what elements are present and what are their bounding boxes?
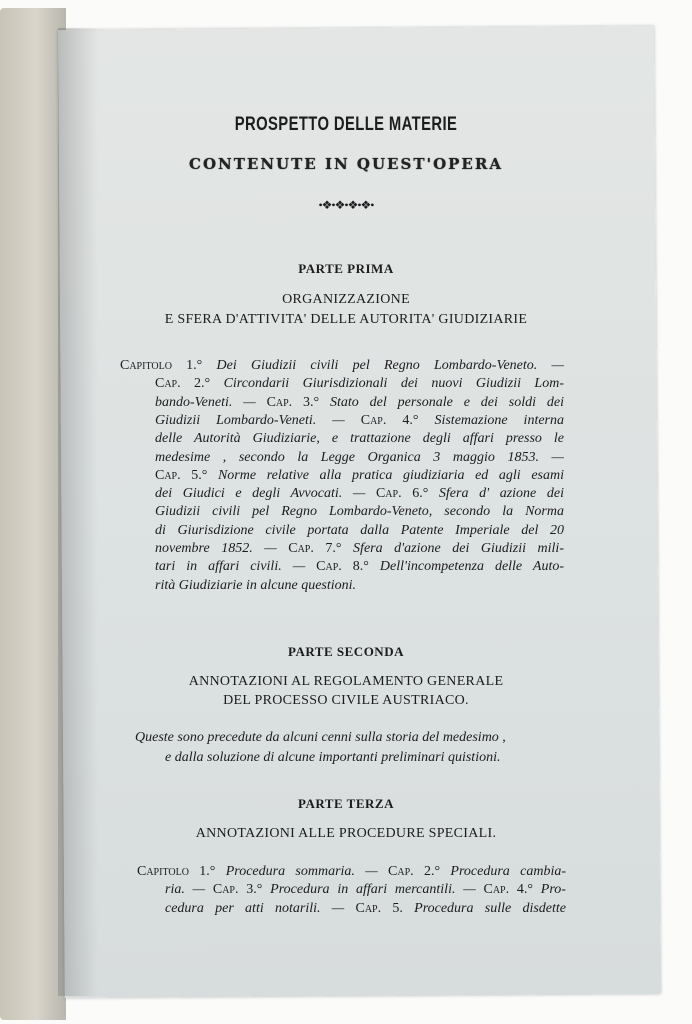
chapter-text: Sistemazione interna	[418, 412, 564, 428]
chapter-line	[155, 450, 564, 466]
chapter-label: Cap. 2.°	[388, 864, 441, 879]
chapter-line	[155, 468, 564, 484]
chapter-label: Cap. 5.	[355, 900, 403, 916]
chapter-text: Norme relative alla pratica giudiziaria ed agli esami	[207, 467, 564, 483]
chapter-line	[155, 504, 564, 520]
chapter-label: Cap. 4.°	[483, 882, 534, 898]
chapter-text: Procedura cambia-	[440, 864, 566, 879]
parte-terza-subheading: ANNOTAZIONI ALLE PROCEDURE SPECIALI.	[195, 826, 497, 841]
chapter-text: di Giurisdizione civile portata dalla Patente Imperiale del 20	[155, 522, 564, 538]
chapter-text: Procedura sulle disdette	[402, 900, 567, 916]
chapter-line	[155, 431, 564, 447]
chapter-line	[165, 901, 566, 917]
chapter-text: bando-Veneti. —	[155, 394, 267, 410]
chapter-label: Cap. 6.°	[375, 486, 429, 502]
chapter-text: medesime , secondo la Legge Organica 3 maggio 1853. —	[155, 449, 564, 465]
chapter-text: dei Giudici e degli Avvocati. —	[155, 486, 376, 502]
chapter-text: Sfera d'azione dei Giudizii mili-	[341, 541, 564, 556]
chapter-line	[137, 864, 566, 880]
page-gutter-shadow	[58, 28, 98, 996]
chapter-text: delle Autorità Giudiziarie, e trattazione degli affari presso le	[155, 431, 564, 447]
chapter-text: Procedura sommaria. —	[215, 864, 389, 879]
chapter-text: ria. —	[165, 882, 213, 898]
chapter-label: Cap. 7.°	[288, 541, 342, 556]
chapter-text: cedura per atti notarili. —	[165, 900, 356, 916]
chapter-text: Procedura in affari mercantili. —	[262, 882, 484, 898]
chapter-label: Cap. 3.°	[266, 394, 320, 410]
chapter-label: Cap. 3.°	[212, 882, 263, 898]
chapter-line	[155, 376, 564, 392]
chapter-line	[155, 559, 564, 575]
chapter-line	[155, 523, 564, 539]
chapter-text: Pro-	[533, 882, 566, 898]
parte-seconda-note-1: Queste sono precedute da alcuni cenni sulla storia del medesimo ,	[135, 730, 506, 745]
page-subtitle: CONTENUTE IN QUEST'OPERA	[189, 155, 503, 173]
chapter-line	[155, 486, 564, 502]
chapter-line	[120, 358, 564, 374]
chapter-text: Dei Giudizii civili pel Regno Lombardo-Veneto. —	[202, 358, 564, 373]
chapter-text: Stato del personale e dei soldi dei	[319, 394, 564, 410]
chapter-text: Dell'incompetenza delle Auto-	[368, 559, 564, 575]
chapter-text: rità Giudiziarie in alcune questioni.	[155, 577, 357, 593]
parte-terza-heading: PARTE TERZA	[298, 796, 394, 811]
chapter-label: Cap. 8.°	[316, 559, 369, 575]
parte-prima-subheading-1: ORGANIZZAZIONE	[282, 292, 410, 307]
chapter-line	[155, 413, 564, 429]
parte-prima-heading: PARTE PRIMA	[298, 261, 394, 276]
chapter-label: Cap. 2.°	[155, 376, 211, 392]
parte-seconda-note-2: e dalla soluzione di alcune importanti preliminari quistioni.	[165, 750, 501, 765]
chapter-text: novembre 1852. —	[155, 541, 289, 556]
chapter-label: Cap. 4.°	[360, 412, 419, 428]
parte-seconda-subheading-1: ANNOTAZIONI AL REGOLAMENTO GENERALE	[188, 674, 504, 689]
parte-seconda-subheading-2: DEL PROCESSO CIVILE AUSTRIACO.	[223, 693, 469, 708]
page-title: PROSPETTO DELLE MATERIE	[234, 114, 458, 135]
chapter-text: Circondarii Giurisdizionali dei nuovi Giudizii Lom-	[210, 376, 564, 392]
chapter-line	[155, 541, 564, 557]
chapter-line	[165, 882, 566, 898]
chapter-line	[155, 395, 564, 411]
chapter-label: Capitolo 1.°	[137, 864, 216, 879]
parte-prima-subheading-2: E SFERA D'ATTIVITA' DELLE AUTORITA' GIUDIZIARIE	[164, 312, 528, 327]
chapter-text: Giudizii Lombardo-Veneti. —	[155, 412, 361, 428]
chapter-line	[155, 578, 564, 594]
chapter-text: tari in affari civili. —	[155, 559, 317, 575]
parte-seconda-heading: PARTE SECONDA	[288, 644, 404, 659]
ornament-divider: •❖•❖•❖•❖•	[318, 198, 374, 212]
chapter-text: Giudizii civili pel Regno Lombardo-Veneto, secondo la Norma	[155, 504, 564, 520]
chapter-label: Capitolo 1.°	[120, 358, 203, 373]
chapter-text: Sfera d' azione dei	[428, 486, 564, 502]
chapter-label: Cap. 5.°	[155, 467, 208, 483]
